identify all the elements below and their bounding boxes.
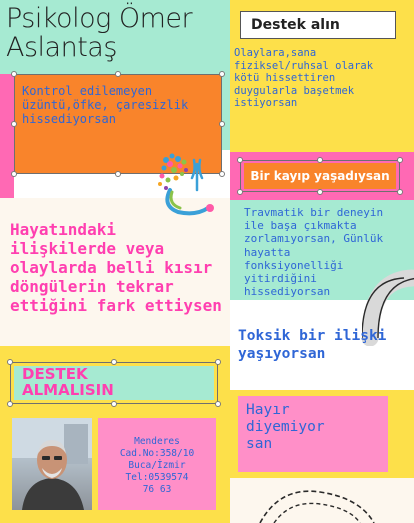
resize-handle[interactable] (7, 359, 13, 365)
resize-handle[interactable] (237, 189, 243, 195)
resize-handle[interactable] (215, 359, 221, 365)
resize-handle[interactable] (11, 71, 17, 77)
resize-handle[interactable] (219, 71, 225, 77)
toxic-text: Toksik bir ilişki yaşıyorsan (238, 328, 387, 362)
page-title-line2: Aslantaş (6, 32, 117, 63)
cta-line2: ALMALISIN (22, 381, 114, 399)
decorative-stripe-icon (250, 486, 380, 523)
support-button[interactable] (240, 11, 396, 39)
resize-handle[interactable] (111, 359, 117, 365)
psychology-tree-logo-icon (156, 150, 218, 218)
loss-label: Bir kayıp yaşadıysan (250, 169, 390, 183)
resize-handle[interactable] (397, 157, 403, 163)
contact-line2: Cad.No:358/10 (119, 448, 195, 459)
bg-left-pink (0, 74, 14, 198)
contact-line4: Tel:0539574 (125, 472, 189, 483)
no-say-text: Hayır diyemiyor san (246, 402, 325, 452)
resize-handle[interactable] (317, 157, 323, 163)
contact-line5: 76 63 (142, 484, 172, 495)
resize-handle[interactable] (317, 189, 323, 195)
cycles-text: Hayatındaki ilişkilerde veya olaylarda belli kısır döngülerin tekrar ettiğini fark ettiysen (10, 220, 222, 315)
page-title-line1: Psikolog Ömer (6, 3, 193, 34)
resize-handle[interactable] (7, 401, 13, 407)
resize-handle[interactable] (115, 171, 121, 177)
feelings-text: Olaylara,sana fiziksel/ruhsal olarak kötü hissettiren duygularla başetmek istiyorsan (234, 47, 374, 110)
cta-text (22, 366, 114, 398)
person-photo-avatar (12, 418, 92, 510)
contact-text (98, 436, 216, 496)
resize-handle[interactable] (219, 171, 225, 177)
resize-handle[interactable] (397, 189, 403, 195)
resize-handle[interactable] (111, 401, 117, 407)
resize-handle[interactable] (11, 171, 17, 177)
resize-handle[interactable] (115, 71, 121, 77)
resize-handle[interactable] (219, 121, 225, 127)
loss-label-selection-frame[interactable] (240, 160, 400, 192)
resize-handle[interactable] (11, 121, 17, 127)
support-button-label: Destek alın (251, 17, 340, 33)
page-title (6, 4, 230, 62)
contact-line3: Buca/İzmir (128, 460, 186, 471)
contact-line1: Menderes (134, 436, 180, 447)
cta-line1: DESTEK (22, 365, 88, 383)
resize-handle[interactable] (215, 401, 221, 407)
anger-box-text: Kontrol edilemeyen üzüntü,öfke, çaresizlik hissediyorsan (22, 84, 189, 126)
resize-handle[interactable] (237, 157, 243, 163)
trauma-text: Travmatik bir deneyin ile başa çıkmakta zorlamıyorsan, Günlük hayatta fonksiyonelliği yitirdiğini hissediyorsan (244, 206, 384, 299)
